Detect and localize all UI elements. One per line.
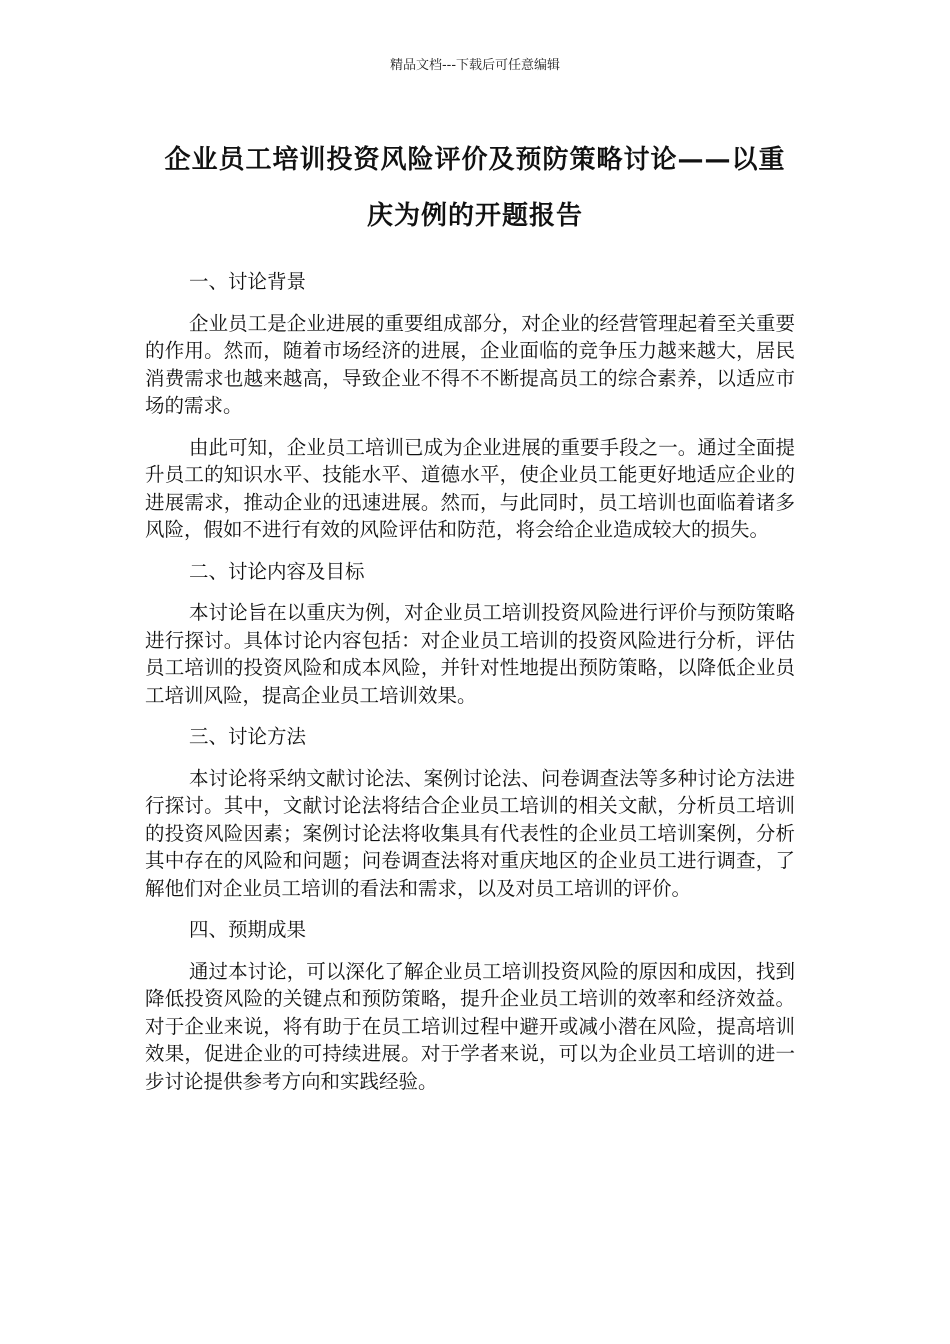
title-line-1: 企业员工培训投资风险评价及预防策略讨论——以重	[164, 145, 786, 175]
paragraph: 通过本讨论，可以深化了解企业员工培训投资风险的原因和成因，找到降低投资风险的关键点和预防策略，提升企业员工培训的效率和经济效益。对于企业来说，将有助于在员工培训过程中避开或减小潜在风险，提高培训效果，促进企业的可持续进展。对于学者来说，可以为企业员工培训的进一步讨论提供参考方向和实践经验。	[145, 959, 795, 1093]
paragraph: 由此可知，企业员工培训已成为企业进展的重要手段之一。通过全面提升员工的知识水平、技能水平、道德水平，使企业员工能更好地适应企业的进展需求，推动企业的迅速进展。然而，与此同时，员工培训也面临着诸多风险，假如不进行有效的风险评估和防范，将会给企业造成较大的损失。	[145, 435, 795, 541]
section-content-goals	[145, 558, 795, 710]
document-body	[145, 268, 795, 1109]
section-heading: 三、讨论方法	[189, 725, 307, 748]
section-heading: 一、讨论背景	[189, 270, 307, 293]
paragraph: 本讨论旨在以重庆为例，对企业员工培训投资风险进行评价与预防策略进行探讨。具体讨论内容包括：对企业员工培训的投资风险进行分析，评估员工培训的投资风险和成本风险，并针对性地提出预防策略，以降低企业员工培训风险，提高企业员工培训效果。	[145, 601, 795, 707]
paragraph: 企业员工是企业进展的重要组成部分，对企业的经营管理起着至关重要的作用。然而，随着市场经济的进展，企业面临的竞争压力越来越大，居民消费需求也越来越高，导致企业不得不不断提高员工的综合素养，以适应市场的需求。	[145, 311, 795, 417]
section-methods	[145, 723, 795, 902]
section-heading: 四、预期成果	[189, 918, 307, 941]
document-title	[140, 132, 810, 244]
section-expected-results	[145, 916, 795, 1095]
section-heading: 二、讨论内容及目标	[189, 559, 365, 583]
header-note: 精品文档---下载后可任意编辑	[389, 58, 561, 73]
title-line-2: 庆为例的开题报告	[366, 201, 583, 231]
paragraph: 本讨论将采纳文献讨论法、案例讨论法、问卷调查法等多种讨论方法进行探讨。其中，文献讨论法将结合企业员工培训的相关文献，分析员工培训的投资风险因素；案例讨论法将收集具有代表性的企业员工培训案例，分析其中存在的风险和问题；问卷调查法将对重庆地区的企业员工进行调查，了解他们对企业员工培训的看法和需求，以及对员工培训的评价。	[145, 766, 795, 900]
section-background	[145, 268, 795, 544]
